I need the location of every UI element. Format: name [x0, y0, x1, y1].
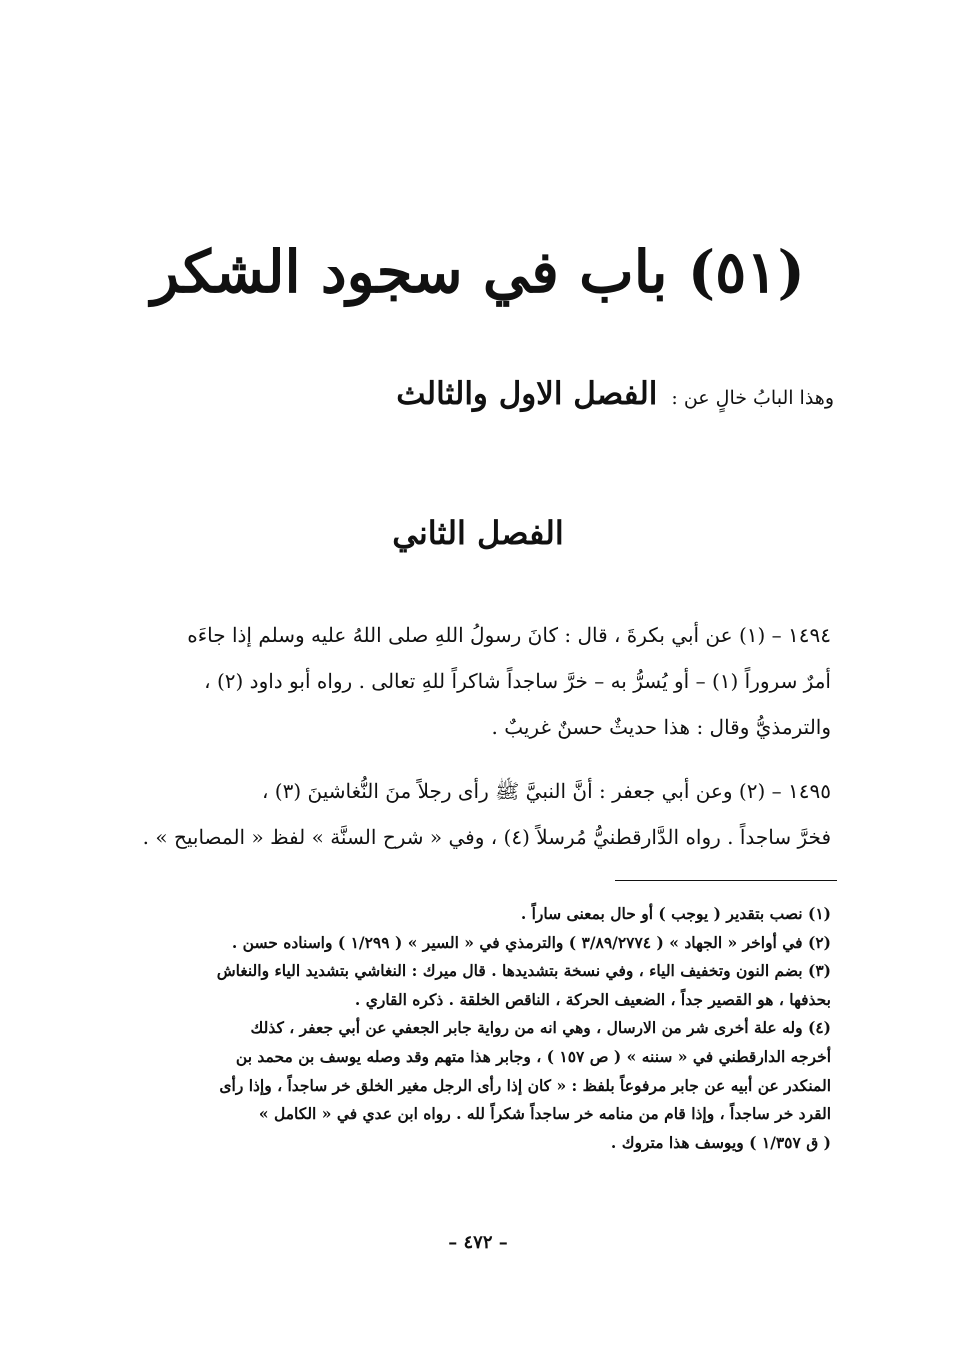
footnote-divider	[615, 880, 837, 881]
empty-note-lead: وهذا البابُ خالٍ عن :	[671, 387, 834, 409]
footnote-line: (٤) وله علة أخرى شر من الارسال ، وهي انه من رواية جابر الجعفي عن أبي جعفر ، كذلك	[250, 1018, 831, 1038]
hadith-line: أمرٌ سروراً (١) – أو يُسرُّ به – خرَّ ساجداً شاكراً للهِ تعالى . رواه أبو داود (٢) ،	[204, 669, 831, 693]
empty-note-emphasis: الفصل الاول والثالث	[396, 376, 658, 412]
section-title: الفصل الثاني	[392, 514, 564, 552]
page-number: – ٤٧٢ –	[448, 1232, 508, 1253]
hadith-line: والترمذيُّ وقال : هذا حديثٌ حسنٌ غريبٌ .	[491, 715, 831, 739]
footnote-line: بحذفها ، هو القصير جداً ، الضعيف الحركة ، الناقص الخلقة . ذكره القاري .	[354, 989, 831, 1009]
hadith-1494	[121, 612, 831, 750]
footnote-line: المنكدر عن أبيه عن جابر مرفوعاً بلفظ : « كان إذا رأى الرجل مغير الخلق خر ساجداً ، وإذا رأى	[219, 1075, 831, 1095]
footnote-line: القرد خر ساجداً ، وإذا قام من منامه خر ساجداً شكراً لله . رواه ابن عدي في « الكامل »	[258, 1104, 831, 1124]
hadith-line: فخرَّ ساجداً . رواه الدَّارقطنيُّ مُرسلاً (٤) ، وفي « شرح السنَّة » لفظ « المصابيح » .	[142, 825, 831, 849]
footnote-line: أخرجه الدارقطني في « سننه » ( ص ١٥٧ ) ، وجابر هذا متهم وقد وصله يوسف بن محمد بن	[235, 1046, 831, 1066]
empty-sections-note	[274, 372, 834, 421]
hadith-1495	[121, 768, 831, 860]
hadith-line: ١٤٩٤ – (١) عن أبي بكرةَ ، قال : كانَ رسولُ اللهِ صلى اللهُ عليه وسلم إذا جاءَه	[187, 623, 831, 647]
footnote-line: (١) نصب بتقدير ( يوجب ) أو حال بمعنى ساراً .	[520, 904, 831, 923]
chapter-title: (٥١) باب في سجود الشكر	[151, 238, 805, 306]
footnote-line: ( ق ١/٣٥٧ ) ويوسف هذا متروك .	[610, 1132, 831, 1152]
footnote-line: (٢) في أواخر « الجهاد » ( ٣/٨٩/٢٧٧٤ ) والترمذي في « السير » ( ١/٢٩٩ ) واسناده حسن .	[231, 932, 831, 952]
footnotes	[119, 900, 831, 1157]
footnote-line: (٣) بضم النون وتخفيف الياء ، وفي نسخة بتشديدها . قال ميرك : النغاشي بتشديد الياء والنغاش	[216, 961, 831, 981]
hadith-line: ١٤٩٥ – (٢) وعن أبي جعفر : أنَّ النبيَّ ﷺ رأى رجلاً منَ النُّغاشينَ (٣) ،	[261, 779, 831, 803]
